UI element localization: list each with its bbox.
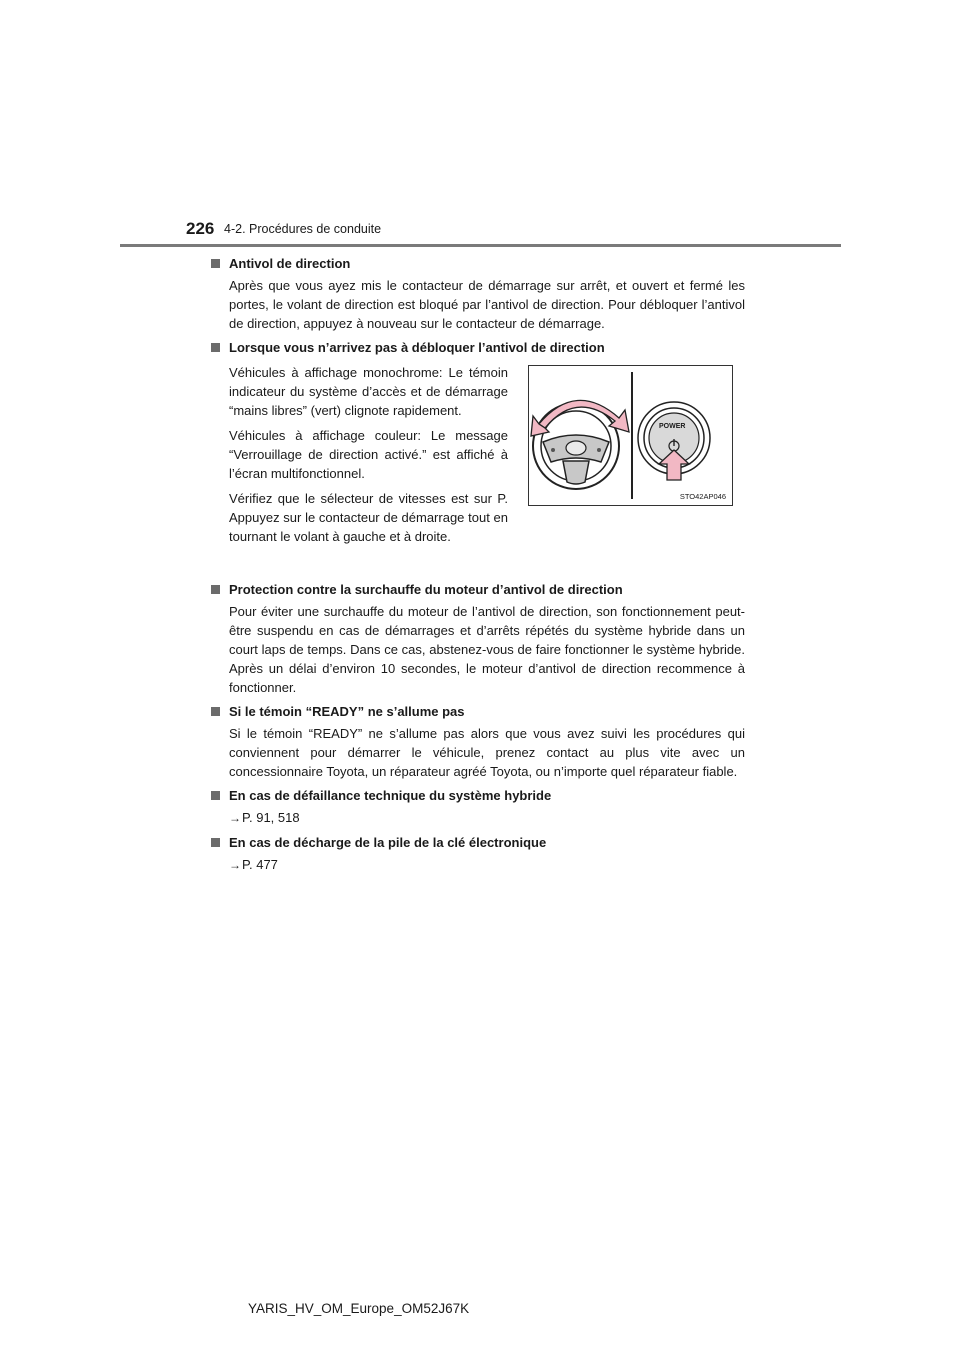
square-bullet-icon: [211, 838, 220, 847]
square-bullet-icon: [211, 707, 220, 716]
section-key-battery: [210, 833, 745, 875]
section-title: Si le témoin “READY” ne s’allume pas: [210, 702, 745, 721]
section-title: En cas de défaillance technique du système hybride: [210, 786, 745, 805]
page-reference[interactable]: →P. 477: [229, 857, 278, 872]
illustration-svg: [529, 366, 732, 505]
section-ready-light: [210, 702, 745, 781]
section-title: En cas de décharge de la pile de la clé électronique: [210, 833, 745, 852]
paragraph: Pour éviter une surchauffe du moteur de l’antivol de direction, son fonctionnement peut-être suspendu en cas de démarrages et d’arrêts répétés du système hybride dans un court laps de temps. Dans ce cas, abstenez-vous de faire fonctionner le système hybride. Après un délai d’environ 10 secondes, le moteur d’antivol de direction recommence à fonctionner.: [229, 604, 745, 695]
section-title: Protection contre la surchauffe du moteur d’antivol de direction: [210, 580, 745, 599]
square-bullet-icon: [211, 343, 220, 352]
square-bullet-icon: [211, 791, 220, 800]
page-reference[interactable]: →P. 91, 518: [229, 810, 300, 825]
square-bullet-icon: [211, 259, 220, 268]
paragraph: Après que vous ayez mis le contacteur de démarrage sur arrêt, et ouvert et fermé les portes, le volant de direction est bloqué par l’antivol de direction. Pour débloquer l’antivol de direction, appuyez à nouveau sur le contacteur de démarrage.: [229, 278, 745, 331]
square-bullet-icon: [211, 585, 220, 594]
paragraph: Si le témoin “READY” ne s’allume pas alors que vous avez suivi les procédures qui conviennent pour démarrer le véhicule, prenez contact au plus vite avec un concessionnaire Toyota, un réparateur agréé Toyota, ou n’importe quel réparateur fiable.: [229, 726, 745, 779]
section-unlock-failure: [210, 338, 745, 575]
page-number: 226: [186, 219, 215, 238]
section-hybrid-failure: [210, 786, 745, 828]
section-motor-overheat: [210, 580, 745, 697]
arrow-right-icon: →: [229, 811, 241, 825]
arrow-right-icon: →: [229, 858, 241, 872]
text-with-figure: [210, 363, 745, 575]
page-content: [210, 254, 745, 880]
paragraph: Vérifiez que le sélecteur de vitesses est sur P. Appuyez sur le contacteur de démarrage tout en tournant le volant à gauche et à droite.: [229, 491, 508, 544]
section-steering-lock: [210, 254, 745, 333]
figure-side-text: [210, 363, 508, 552]
figure-id: STO42AP046: [679, 492, 726, 501]
chapter-title: 4-2. Procédures de conduite: [224, 222, 382, 236]
section-title: Antivol de direction: [210, 254, 745, 273]
section-title: Lorsque vous n’arrivez pas à débloquer l’antivol de direction: [210, 338, 745, 357]
paragraph: Véhicules à affichage couleur: Le message “Verrouillage de direction activé.” est affiché à l’écran multifonctionnel.: [229, 428, 508, 481]
power-label: POWER: [659, 423, 686, 430]
page-header: [186, 219, 886, 243]
steering-power-illustration: [528, 365, 733, 506]
paragraph: Véhicules à affichage monochrome: Le témoin indicateur du système d’accès et de démarrage “mains libres” (vert) clignote rapidement.: [229, 365, 508, 418]
header-rule: [120, 244, 841, 247]
document-footer: YARIS_HV_OM_Europe_OM52J67K: [248, 1301, 470, 1316]
